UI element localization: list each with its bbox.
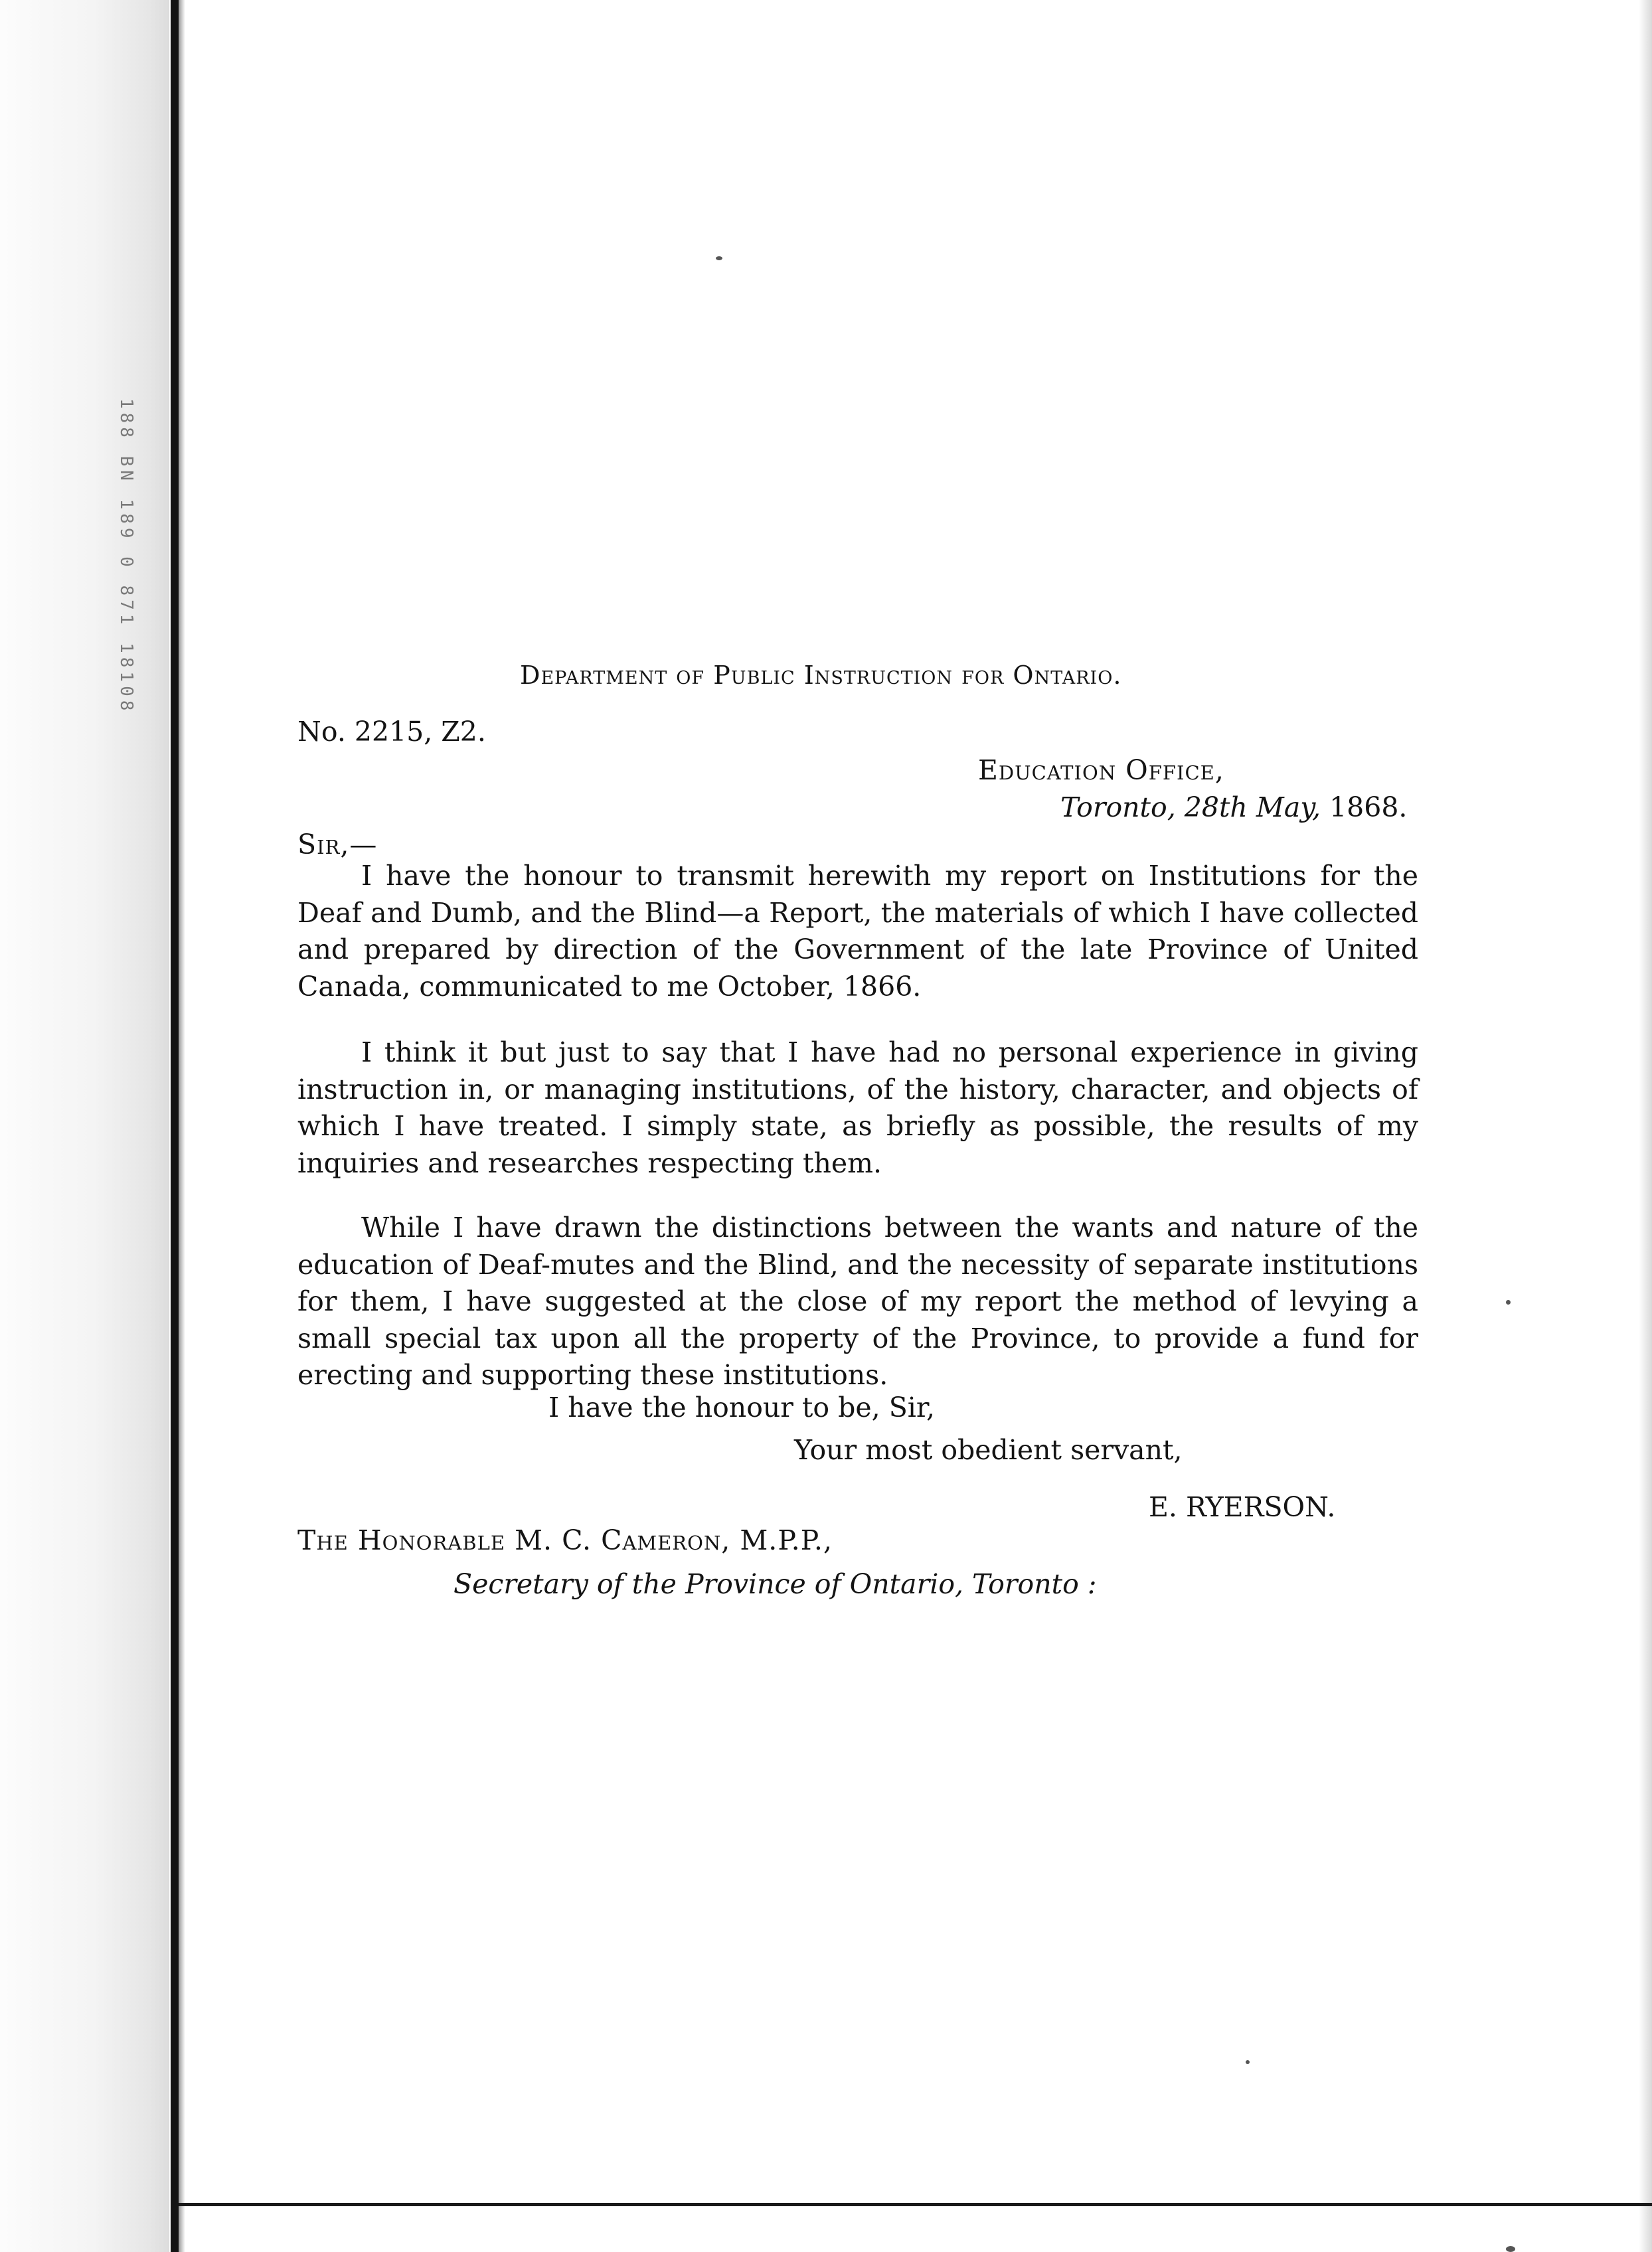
closing-line-1: I have the honour to be, Sir, [548, 1392, 936, 1423]
date-city: Toronto, [1060, 791, 1176, 823]
paragraph-2-text: I think it but just to say that I have had no personal experience in giving instruction in, or managing institutions, of the history, character, and objects of which I have treated. I simply state, as briefly as possible, the results of my inquiries and researches respecting them. [297, 1036, 1418, 1179]
closing-line-2: Your most obedient servant, [794, 1434, 1183, 1466]
paragraph-1 [297, 858, 1418, 1005]
reference-number: No. 2215, Z2. [297, 716, 486, 748]
scan-speck [1246, 2060, 1250, 2064]
letter-header: Department of Public Instruction for Ontario. [520, 661, 1122, 690]
page-spine-edge [171, 0, 179, 2252]
facing-page-gutter [0, 0, 169, 2252]
spine-shadow [179, 0, 185, 2252]
scan-speck [1506, 1300, 1511, 1305]
paragraph-3 [297, 1210, 1418, 1394]
place-and-date [1060, 791, 1408, 823]
paragraph-1-text: I have the honour to transmit herewith my report on Institutions for the Deaf and Dumb, and the Blind—a Report, the materials of which I have collected and prepared by direction of the Government of the late Province of United Canada, communicated to me October, 1866. [297, 860, 1418, 1003]
paragraph-2 [297, 1034, 1418, 1182]
salutation: Sir,— [297, 829, 378, 860]
scan-speck [716, 256, 722, 260]
addressee-title: Secretary of the Province of Ontario, Toronto : [454, 1568, 1097, 1600]
page-right-edge [1639, 0, 1652, 2252]
signature: E. RYERSON. [1149, 1491, 1336, 1523]
addressee-name: The Honorable M. C. Cameron, M.P.P., [297, 1524, 833, 1556]
date-year: 1868. [1329, 791, 1408, 823]
spine-stamp: 188 BN 189 0 871 18108 [116, 398, 136, 715]
office-name: Education Office, [978, 754, 1224, 786]
page-bottom-edge [179, 2203, 1652, 2206]
scan-speck [1506, 2246, 1515, 2252]
date-day: 28th May, [1184, 791, 1321, 823]
paragraph-3-text: While I have drawn the distinctions between the wants and nature of the education of Deaf-mutes and the Blind, and the necessity of separate institutions for them, I have suggested at the close of my report the method of levying a small special tax upon all the property of the Province, to provide a fund for erecting and supporting these institutions. [297, 1212, 1418, 1391]
